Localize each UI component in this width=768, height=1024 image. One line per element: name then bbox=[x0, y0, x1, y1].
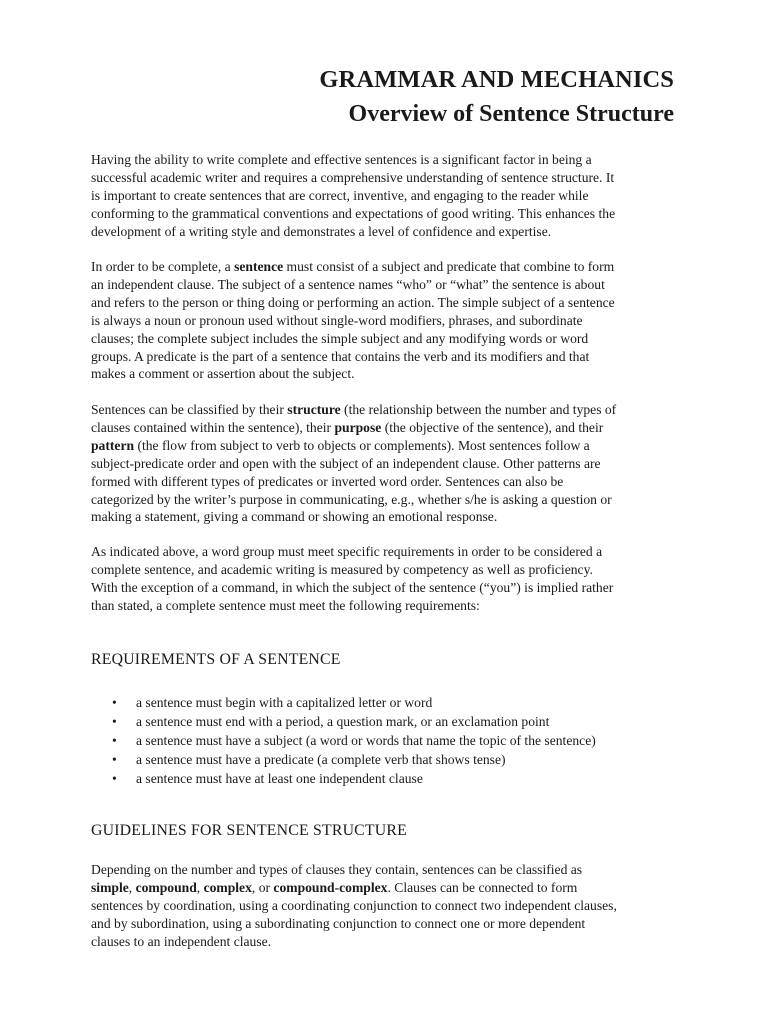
text-run: , bbox=[196, 879, 204, 895]
text-run: Sentences can be classified by their bbox=[91, 402, 288, 417]
bullet-icon: • bbox=[112, 733, 117, 748]
paragraph-line: conforming to the grammatical conventions and expectations of good writing. This enhances the bbox=[91, 205, 616, 221]
text-run: (the relationship between the number and types of bbox=[340, 402, 617, 417]
list-item-text: a sentence must begin with a capitalized letter or word bbox=[136, 695, 433, 710]
paragraph-line: successful academic writer and requires a comprehensive understanding of sentence structure. It bbox=[91, 169, 615, 185]
paragraph-line: subject-predicate order and open with the subject of an independent clause. Other patterns are bbox=[91, 455, 601, 471]
bullet-icon: • bbox=[112, 752, 117, 767]
document-subtitle: Overview of Sentence Structure bbox=[348, 101, 674, 127]
requirements-heading: REQUIREMENTS OF A SENTENCE bbox=[91, 651, 341, 668]
text-run: , bbox=[128, 879, 136, 895]
paragraph-line: formed with different types of predicates or inverted word order. Sentences can also be bbox=[91, 473, 564, 489]
term-purpose: purpose bbox=[334, 419, 382, 435]
term-sentence: sentence bbox=[234, 259, 284, 274]
paragraph-line: and refers to the person or thing doing or performing an action. The simple subject of a sentence bbox=[91, 294, 615, 310]
bullet-icon: • bbox=[112, 695, 117, 710]
text-run: (the flow from subject to verb to objects or complements). Most sentences follow a bbox=[134, 437, 590, 453]
paragraph-line: clauses; the complete subject includes the simple subject and any modifying words or word bbox=[91, 330, 589, 346]
paragraph-line: is always a noun or pronoun used without single-word modifiers, phrases, and subordinate bbox=[91, 312, 583, 328]
text-run: (the objective of the sentence), and their bbox=[381, 419, 604, 435]
paragraph-line: With the exception of a command, in which the subject of the sentence (“you”) is implied rather bbox=[91, 579, 614, 595]
paragraph-line bbox=[91, 258, 681, 276]
requirements-intro-paragraph bbox=[91, 543, 681, 615]
requirements-list bbox=[112, 693, 596, 788]
list-item-text: a sentence must end with a period, a question mark, or an exclamation point bbox=[136, 714, 550, 729]
text-run: . Clauses can be connected to form bbox=[387, 879, 578, 895]
list-item bbox=[112, 693, 596, 712]
paragraph-line: clauses to an independent clause. bbox=[91, 933, 272, 949]
text-run: clauses contained within the sentence), their bbox=[91, 419, 335, 435]
term-simple: simple bbox=[91, 879, 129, 895]
paragraph-line: is important to create sentences that are correct, inventive, and engaging to the reader while bbox=[91, 187, 589, 203]
paragraph-line: making a statement, giving a command or showing an emotional response. bbox=[91, 509, 498, 525]
paragraph-line bbox=[91, 401, 681, 419]
bullet-icon: • bbox=[112, 771, 117, 786]
text-run: must consist of a subject and predicate that combine to form bbox=[283, 259, 615, 274]
text-run: , or bbox=[251, 879, 274, 895]
list-item-text: a sentence must have at least one independent clause bbox=[136, 771, 423, 786]
paragraph-line: development of a writing style and demonstrates a level of confidence and expertise. bbox=[91, 223, 552, 239]
paragraph-line: and by subordination, using a subordinating conjunction to connect one or more dependent bbox=[91, 915, 586, 931]
term-pattern: pattern bbox=[91, 437, 135, 453]
guidelines-paragraph bbox=[91, 861, 681, 951]
list-item bbox=[112, 731, 596, 750]
term-structure: structure bbox=[287, 402, 341, 417]
classification-paragraph bbox=[91, 401, 681, 526]
bullet-icon: • bbox=[112, 714, 117, 729]
paragraph-line: categorized by the writer’s purpose in communicating, e.g., whether s/he is asking a question or bbox=[91, 491, 612, 507]
paragraph-line: makes a comment or assertion about the subject. bbox=[91, 366, 355, 382]
document-title: GRAMMAR AND MECHANICS bbox=[319, 66, 674, 93]
text-run: In order to be complete, a bbox=[91, 259, 235, 274]
sentence-definition-paragraph bbox=[91, 258, 681, 383]
intro-paragraph bbox=[91, 151, 681, 241]
list-item-text: a sentence must have a subject (a word or words that name the topic of the sentence) bbox=[136, 733, 596, 748]
paragraph-line bbox=[91, 419, 681, 437]
term-complex: complex bbox=[203, 879, 252, 895]
paragraph-line: Having the ability to write complete and effective sentences is a significant factor in being a bbox=[91, 152, 592, 167]
paragraph-line: sentences by coordination, using a coordinating conjunction to connect two independent clauses, bbox=[91, 897, 617, 913]
paragraph-line: groups. A predicate is the part of a sentence that contains the verb and its modifiers and that bbox=[91, 348, 590, 364]
paragraph-line: an independent clause. The subject of a sentence names “who” or “what” the sentence is about bbox=[91, 276, 605, 292]
term-compound: compound bbox=[135, 879, 197, 895]
paragraph-line: complete sentence, and academic writing is measured by competency as well as proficiency. bbox=[91, 561, 593, 577]
list-item bbox=[112, 750, 596, 769]
paragraph-line: Depending on the number and types of clauses they contain, sentences can be classified as bbox=[91, 862, 583, 877]
list-item-text: a sentence must have a predicate (a complete verb that shows tense) bbox=[136, 752, 506, 767]
paragraph-line bbox=[91, 879, 681, 897]
guidelines-heading: GUIDELINES FOR SENTENCE STRUCTURE bbox=[91, 822, 407, 839]
list-item bbox=[112, 769, 596, 788]
term-compound-complex: compound-complex bbox=[273, 879, 388, 895]
paragraph-line: than stated, a complete sentence must meet the following requirements: bbox=[91, 597, 480, 613]
paragraph-line bbox=[91, 437, 681, 455]
list-item bbox=[112, 712, 596, 731]
paragraph-line: As indicated above, a word group must meet specific requirements in order to be considered a bbox=[91, 544, 603, 559]
